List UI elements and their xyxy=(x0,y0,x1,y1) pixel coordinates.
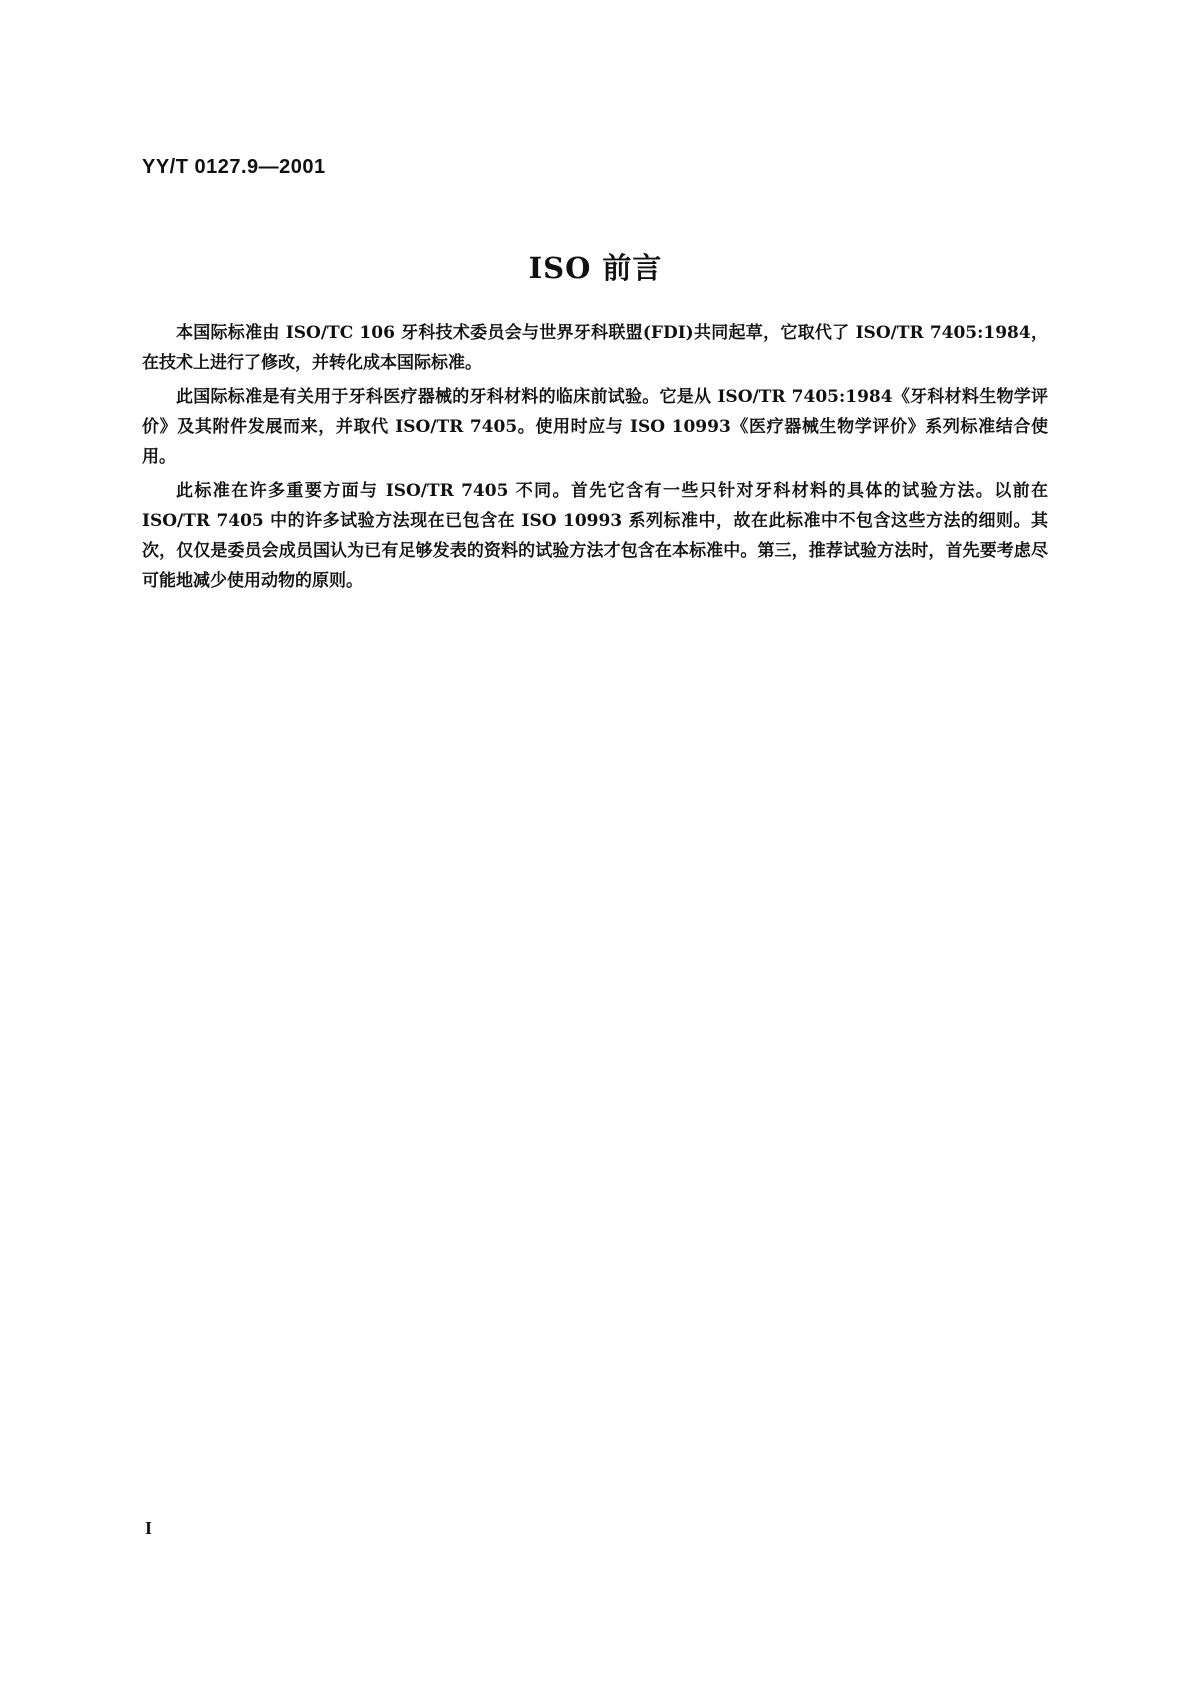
page-title: ISO 前言 xyxy=(528,251,663,285)
paragraph-1: 本国际标准由 ISO/TC 106 牙科技术委员会与世界牙科联盟(FDI)共同起草，它取代了 ISO/TR 7405:1984，在技术上进行了修改，并转化成本国际标准。 xyxy=(142,323,1048,373)
foreword-body xyxy=(142,318,1048,600)
page-number: I xyxy=(145,1518,153,1538)
paragraph-2: 此国际标准是有关用于牙科医疗器械的牙科材料的临床前试验。它是从 ISO/TR 7405:1984《牙科材料生物学评价》及其附件发展而来，并取代 ISO/TR 7405。使用时应与 ISO 10993《医疗器械生物学评价》系列标准结合使用。 xyxy=(142,387,1048,467)
standard-code: YY/T 0127.9—2001 xyxy=(142,156,326,178)
paragraph-3: 此标准在许多重要方面与 ISO/TR 7405 不同。首先它含有一些只针对牙科材料的具体的试验方法。以前在 ISO/TR 7405 中的许多试验方法现在已包含在 ISO 10993 系列标准中，故在此标准中不包含这些方法的细则。其次，仅仅是委员会成员国认为已有足够发表的资料的试验方法才包含在本标准中。第三，推荐试验方法时，首先要考虑尽可能地减少使用动物的原则。 xyxy=(142,481,1048,591)
